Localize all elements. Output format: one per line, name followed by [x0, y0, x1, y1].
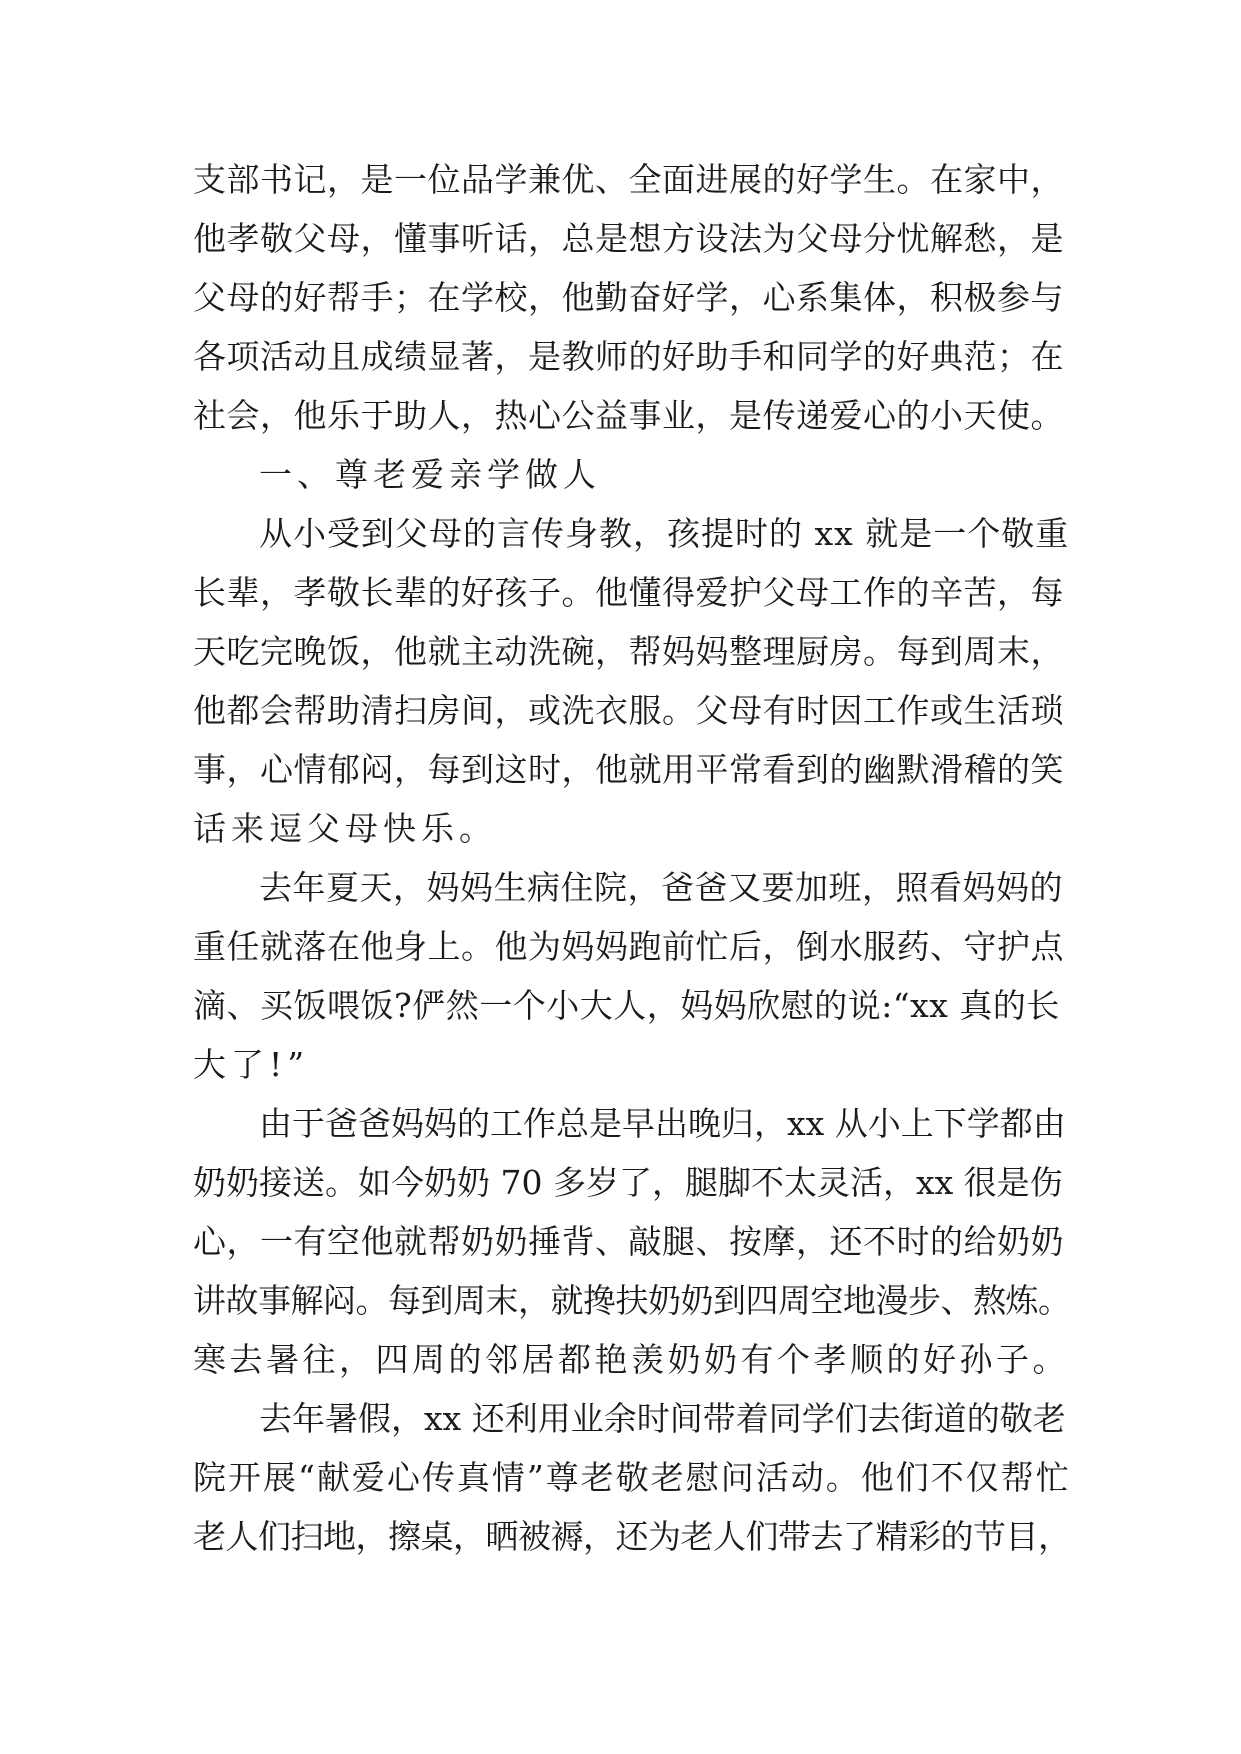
text-line: 讲故事解闷。每到周末，就搀扶奶奶到四周空地漫步、熬炼。: [193, 1281, 1071, 1320]
paragraph-first-line: 去年暑假，xx 还利用业余时间带着同学们去街道的敬老: [259, 1399, 1066, 1438]
text-line: 心，一有空他就帮奶奶捶背、敲腿、按摩，还不时的给奶奶: [193, 1222, 1064, 1261]
text-line: 他都会帮助清扫房间，或洗衣服。父母有时因工作或生活琐: [193, 691, 1064, 730]
text-line: 院开展“献爱心传真情”尊老敬老慰问活动。他们不仅帮忙: [193, 1458, 1071, 1497]
text-line: 滴、买饭喂饭?俨然一个小大人，妈妈欣慰的说:“xx 真的长: [193, 986, 1060, 1025]
text-line: 父母的好帮手；在学校，他勤奋好学，心系集体，积极参与: [193, 278, 1064, 317]
text-line: 他孝敬父母，懂事听话，总是想方设法为父母分忧解愁，是: [193, 219, 1064, 258]
text-line: 长辈，孝敬长辈的好孩子。他懂得爱护父母工作的辛苦，每: [193, 573, 1064, 612]
text-line: 大了!”: [193, 1045, 310, 1084]
text-line: 重任就落在他身上。他为妈妈跑前忙后，倒水服药、守护点: [193, 927, 1064, 966]
text-line: 寒去暑往，四周的邻居都艳羡奶奶有个孝顺的好孙子。: [193, 1340, 1069, 1379]
document-body: [193, 150, 1073, 1566]
text-line: 天吃完晚饭，他就主动洗碗，帮妈妈整理厨房。每到周末，: [193, 632, 1064, 671]
paragraph-first-line: 由于爸爸妈妈的工作总是早出晚归，xx 从小上下学都由: [259, 1104, 1066, 1143]
paragraph-first-line: 去年夏天，妈妈生病住院，爸爸又要加班，照看妈妈的: [259, 868, 1063, 907]
text-line: 奶奶接送。如今奶奶 70 多岁了，腿脚不太灵活，xx 很是伤: [193, 1163, 1063, 1202]
text-line: 老人们扫地，擦桌，晒被褥，还为老人们带去了精彩的节目，: [193, 1517, 1071, 1556]
text-line: 社会，他乐于助人，热心公益事业，是传递爱心的小天使。: [193, 396, 1064, 435]
paragraph-first-line: 从小受到父母的言传身教，孩提时的 xx 就是一个敬重: [259, 514, 1070, 553]
section-heading: 一、尊老爱亲学做人: [259, 455, 601, 494]
text-line: 话来逗父母快乐。: [193, 809, 497, 848]
text-line: 各项活动且成绩显著，是教师的好助手和同学的好典范；在: [193, 337, 1064, 376]
text-line: 事，心情郁闷，每到这时，他就用平常看到的幽默滑稽的笑: [193, 750, 1064, 789]
text-line: 支部书记，是一位品学兼优、全面进展的好学生。在家中，: [193, 160, 1064, 199]
